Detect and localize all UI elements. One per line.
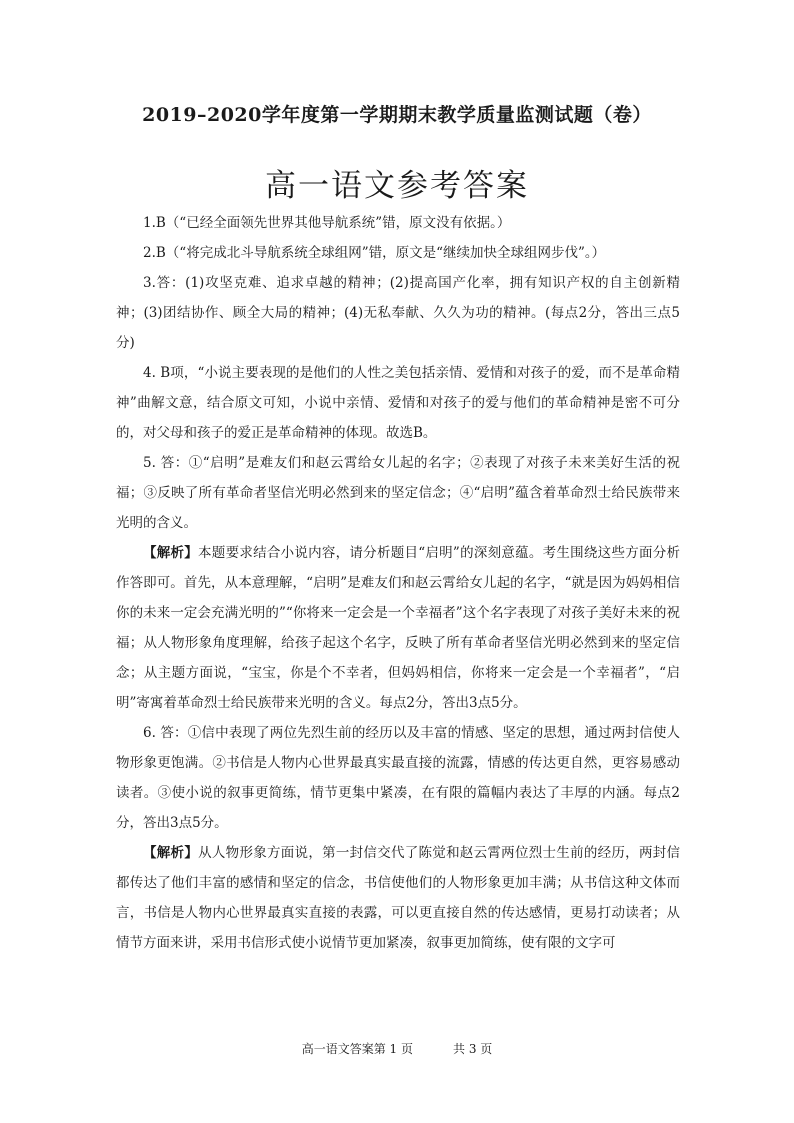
answer-item-3 [116, 268, 680, 358]
answer-content [116, 208, 680, 958]
analysis-text: 本题要求结合小说内容，请分析题目“启明”的深刻意蕴。考生围绕这些方面分析作答即可。首先，从本意理解，“启明”是难友们和赵云霄给女儿起的名字，“就是因为妈妈相信你的未来一定会充满光明的”“你将来一定会是一个幸福者”这个名字表现了对孩子美好未来的祝福；从人物形象角度理解，给孩子起这个名字，反映了所有革命者坚信光明必然到来的坚定信念；从主题方面说，“宝宝，你是个不幸者，但妈妈相信，你将来一定会是一个幸福者”，“启明”寄寓着革命烈士给民族带来光明的含义。每点2分，答出3点5分。 [116, 545, 680, 711]
footer-page-label: 高一语文答案第 1 页 [301, 1042, 413, 1056]
page-footer [0, 1040, 794, 1057]
answer-item-4 [116, 358, 680, 448]
answer-text: 1.B（“已经全面领先世界其他导航系统”错，原文没有依据。） [143, 215, 511, 231]
analysis-tag: 【解析】 [143, 845, 199, 861]
answer-text: 6. 答：①信中表现了两位先烈生前的经历以及丰富的情感、坚定的思想，通过两封信使人物形象更饱满。②书信是人物内心世界最真实最直接的流露，情感的传达更自然，更容易感动读者。③使小说的叙事更简练，情节更集中紧凑，在有限的篇幅内表达了丰厚的内涵。每点2分，答出3点5分。 [116, 725, 680, 831]
answer-text: 5. 答：①“启明”是难友们和赵云霄给女儿起的名字；②表现了对孩子未来美好生活的祝福；③反映了所有革命者坚信光明必然到来的坚定信念；④“启明”蕴含着革命烈士给民族带来光明的含义。 [116, 455, 680, 531]
footer-total-label: 共 3 页 [453, 1042, 493, 1056]
answer-text: 4. B项，“小说主要表现的是他们的人性之美包括亲情、爱情和对孩子的爱，而不是革命精神”曲解文意，结合原文可知，小说中亲情、爱情和对孩子的爱与他们的革命精神是密不可分的，对父母和孩子的爱正是革命精神的体现。故选B。 [116, 365, 680, 441]
analysis-item-5 [116, 538, 680, 718]
answer-item-6 [116, 718, 680, 838]
analysis-item-6 [116, 838, 680, 958]
answer-item-5 [116, 448, 680, 538]
page-title: 高一语文参考答案 [265, 168, 529, 204]
analysis-tag: 【解析】 [143, 545, 199, 561]
exam-header-title: 2019–2020学年度第一学期期末教学质量监测试题（卷） [142, 104, 652, 126]
analysis-text: 从人物形象方面说，第一封信交代了陈觉和赵云霄两位烈士生前的经历，两封信都传达了他们丰富的感情和坚定的信念，书信使他们的人物形象更加丰满；从书信这种文体而言，书信是人物内心世界最真实直接的表露，可以更直接自然的传达感情，更易打动读者；从情节方面来讲，采用书信形式使小说情节更加紧凑，叙事更加简练，使有限的文字可 [116, 845, 681, 951]
answer-text: 2.B（“将完成北斗导航系统全球组网”错，原文是“继续加快全球组网步伐”。） [143, 245, 606, 261]
answer-item-2 [116, 238, 680, 268]
answer-text: 3.答：(1)攻坚克难、追求卓越的精神；(2)提高国产化率，拥有知识产权的自主创新精神；(3)团结协作、顾全大局的精神；(4)无私奉献、久久为功的精神。(每点2分，答出三点5分) [116, 275, 680, 351]
answer-item-1 [116, 208, 680, 238]
